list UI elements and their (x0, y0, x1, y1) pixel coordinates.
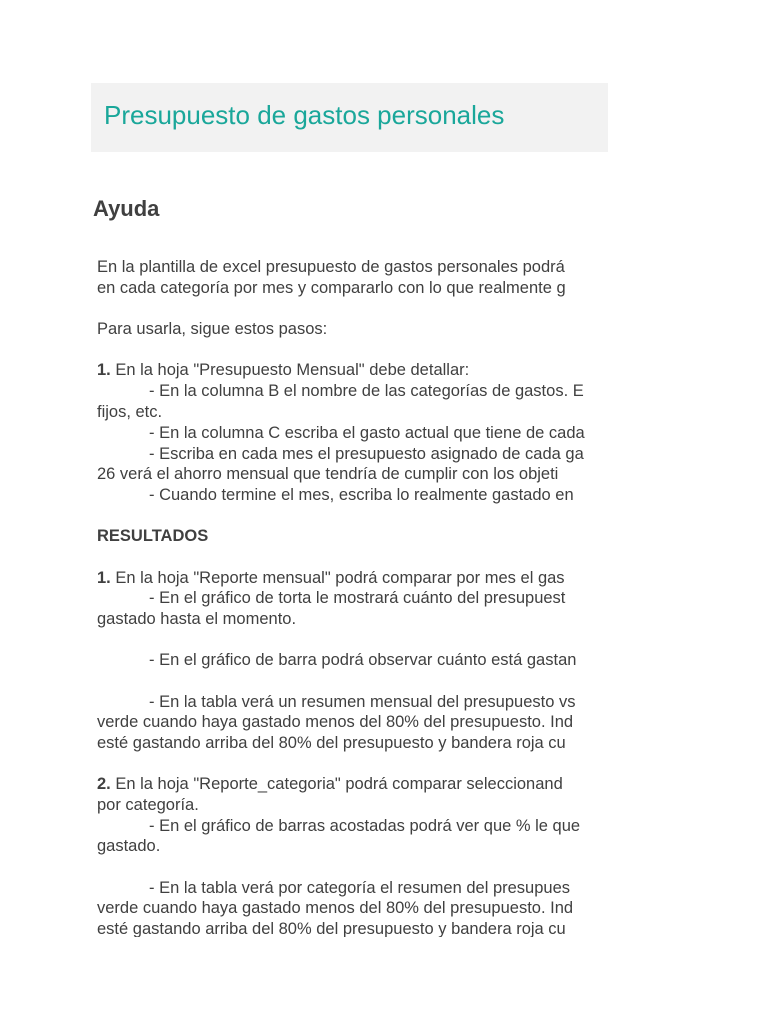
text-line: Para usarla, sigue estos pasos: (97, 320, 328, 338)
text-line: - En el gráfico de barras acostadas podrá ver que % le que (149, 817, 581, 835)
text-line: - En la tabla verá un resumen mensual del presupuesto vs (149, 693, 576, 711)
section-title-resultados: RESULTADOS (97, 527, 209, 545)
step-line: 1. En la hoja "Reporte mensual" podrá comparar por mes el gas (97, 569, 565, 587)
step-line: 2. En la hoja "Reporte_categoria" podrá comparar seleccionand (97, 775, 563, 793)
step-line: 1. En la hoja "Presupuesto Mensual" debe detallar: (97, 361, 470, 379)
text-line: - En la tabla verá por categoría el resumen del presupues (149, 879, 570, 897)
text-line: 26 verá el ahorro mensual que tendría de cumplir con los objeti (97, 465, 559, 483)
text-line: fijos, etc. (97, 403, 163, 421)
text-line: - En la columna B el nombre de las categorías de gastos. E (149, 382, 584, 400)
text-line: gastado. (97, 837, 161, 855)
step-number: 1. (97, 361, 111, 379)
text-line: esté gastando arriba del 80% del presupuesto y bandera roja cu (97, 920, 566, 937)
text-line: verde cuando haya gastado menos del 80% del presupuesto. Ind (97, 899, 574, 917)
page-title: Presupuesto de gastos personales (104, 100, 505, 130)
text-line: En la plantilla de excel presupuesto de gastos personales podrá (97, 258, 565, 276)
step-number: 2. (97, 775, 111, 793)
text-line: gastado hasta el momento. (97, 610, 297, 628)
section-heading-ayuda: Ayuda (93, 196, 160, 221)
title-band (91, 83, 608, 152)
text-line: verde cuando haya gastado menos del 80% del presupuesto. Ind (97, 713, 574, 731)
text-line: en cada categoría por mes y compararlo con lo que realmente g (97, 279, 566, 297)
text-line: por categoría. (97, 796, 199, 814)
help-text-body (97, 257, 611, 937)
text-line: - Escriba en cada mes el presupuesto asignado de cada ga (149, 445, 584, 463)
text-line: esté gastando arriba del 80% del presupuesto y bandera roja cu (97, 734, 566, 752)
text-line: - En el gráfico de torta le mostrará cuánto del presupuest (149, 589, 566, 607)
step-number: 1. (97, 569, 111, 587)
text-line: - En la columna C escriba el gasto actual que tiene de cada (149, 424, 585, 442)
text-line: - Cuando termine el mes, escriba lo realmente gastado en (149, 486, 574, 504)
text-line: - En el gráfico de barra podrá observar cuánto está gastan (149, 651, 577, 669)
